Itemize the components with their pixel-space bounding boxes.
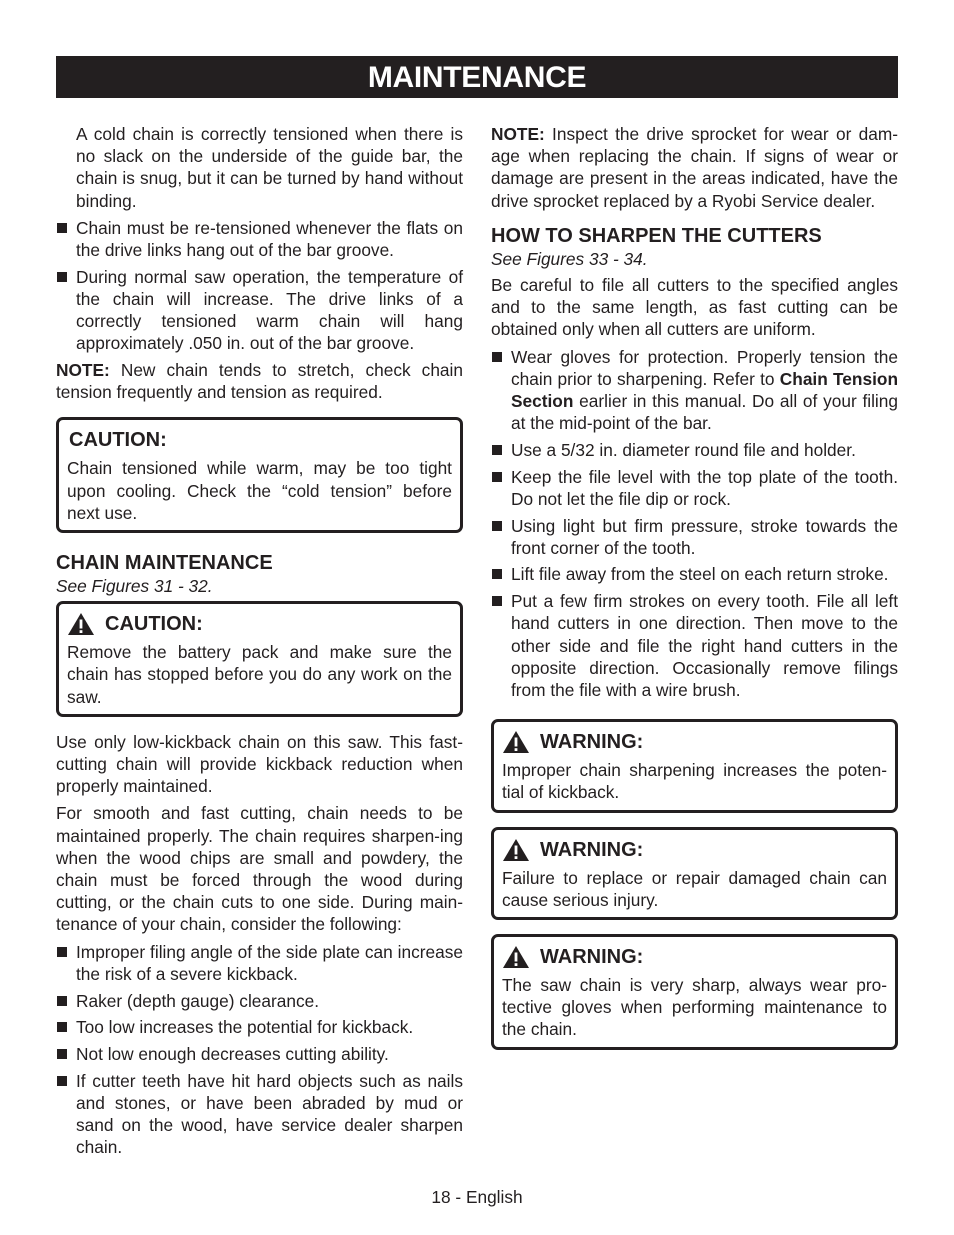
list-item: If cutter teeth have hit hard objects such as nails and stones, or have been abraded by mud or sand on the wood, have service dealer sharpen chain.	[56, 1070, 463, 1159]
right-column	[491, 123, 898, 1064]
warning-text: Improper chain sharpening increases the poten-tial of kickback.	[502, 760, 887, 803]
note-text: Inspect the drive sprocket for wear or dam-age when replacing the chain. If signs of wear or damage are present in the areas indicated, have the drive sprocket replaced by a Ryobi Service dealer.	[491, 124, 898, 211]
figure-reference: See Figures 33 - 34.	[491, 248, 648, 269]
list-item: Using light but firm pressure, stroke towards the front corner of the tooth.	[491, 515, 898, 559]
warning-title	[502, 838, 887, 862]
note-paragraph	[56, 359, 463, 403]
list-item: Chain must be re-tensioned whenever the flats on the drive links hang out of the bar groove.	[56, 217, 463, 261]
warning-title	[502, 730, 887, 754]
warning-box	[491, 719, 898, 812]
page-title: MAINTENANCE	[56, 56, 898, 98]
caution-box-battery	[56, 601, 463, 717]
note-label: NOTE:	[56, 360, 110, 381]
page-number: 18 - English	[431, 1187, 523, 1207]
warning-title	[502, 945, 887, 969]
chain-tension-reference: Chain Tension Section	[511, 368, 898, 412]
list-item	[491, 346, 898, 435]
warning-title-text: WARNING:	[540, 945, 644, 968]
tension-bullet-list	[56, 217, 463, 355]
warning-triangle-icon	[502, 838, 530, 862]
caution-box	[56, 417, 463, 533]
caution-title-text: CAUTION:	[105, 613, 203, 636]
list-item: Improper filing angle of the side plate can increase the risk of a severe kickback.	[56, 941, 463, 985]
warning-text: The saw chain is very sharp, always wear pro-tective gloves when performing maintenance to the chain.	[502, 974, 887, 1040]
list-item-text: earlier in this manual. Do all of your filing at the mid-point of the bar.	[511, 391, 898, 434]
list-item: Not low enough decreases cutting ability.	[56, 1043, 463, 1065]
maintenance-bullet-list	[56, 941, 463, 1159]
section-heading-sharpen: HOW TO SHARPEN THE CUTTERS	[491, 224, 822, 247]
warning-title-text: WARNING:	[540, 838, 644, 861]
left-column	[56, 123, 463, 1163]
list-item: Lift file away from the steel on each return stroke.	[491, 563, 898, 585]
list-item: Too low increases the potential for kickback.	[56, 1016, 463, 1038]
warning-triangle-icon	[502, 730, 530, 754]
caution-title: CAUTION:	[69, 429, 167, 452]
note-label: NOTE:	[491, 124, 545, 144]
note-text: New chain tends to stretch, check chain tension frequently and tension as required.	[56, 360, 463, 403]
list-item: During normal saw operation, the temperature of the chain will increase. The drive links of a correctly tensioned warm chain will hang approximately .050 in. out of the bar groove.	[56, 266, 463, 355]
figure-reference: See Figures 31 - 32.	[56, 576, 213, 597]
warning-box	[491, 827, 898, 920]
caution-text: Chain tensioned while warm, may be too tight upon cooling. Check the “cold tension” before next use.	[67, 458, 452, 523]
sharpen-bullet-list	[491, 346, 898, 702]
warning-text: Failure to replace or repair damaged chain can cause serious injury.	[502, 867, 887, 910]
sprocket-note-paragraph	[491, 123, 898, 212]
low-kickback-paragraph: Use only low-kickback chain on this saw. This fast-cutting chain will provide kickback reduction when properly maintained.	[56, 731, 463, 797]
maintenance-paragraph: For smooth and fast cutting, chain needs to be maintained properly. The chain requires sharpen-ing when the wood chips are small and powdery, the chain must be forced through the wood during cutting, or the chain cuts to one side. During main-tenance of your chain, consider the following:	[56, 803, 463, 935]
sharpen-intro-paragraph: Be careful to file all cutters to the specified angles and to the same length, as fast cutting can be obtained only when all cutters are uniform.	[491, 275, 898, 340]
cold-chain-paragraph: A cold chain is correctly tensioned when there is no slack on the underside of the guide bar, the chain is snug, but it can be turned by hand without binding.	[76, 124, 463, 211]
caution-title	[67, 612, 452, 636]
section-heading-chain-maintenance: CHAIN MAINTENANCE	[56, 552, 273, 575]
list-item: Put a few firm strokes on every tooth. File all left hand cutters in one direction. Then move to the other side and file the right hand cutters in the opposite direction. Occasionally remove filings from the file with a wire brush.	[491, 590, 898, 701]
caution-text: Remove the battery pack and make sure the chain has stopped before you do any work on the saw.	[67, 642, 452, 707]
warning-box	[491, 934, 898, 1050]
warning-triangle-icon	[502, 945, 530, 969]
list-item: Keep the file level with the top plate of the tooth. Do not let the file dip or rock.	[491, 466, 898, 510]
warning-title-text: WARNING:	[540, 731, 644, 754]
list-item: Raker (depth gauge) clearance.	[56, 990, 463, 1012]
list-item-text: Wear gloves for protection. Properly tension the chain prior to sharpening. Refer to	[511, 346, 898, 389]
warning-triangle-icon	[67, 612, 95, 636]
list-item: Use a 5/32 in. diameter round file and holder.	[491, 439, 898, 461]
